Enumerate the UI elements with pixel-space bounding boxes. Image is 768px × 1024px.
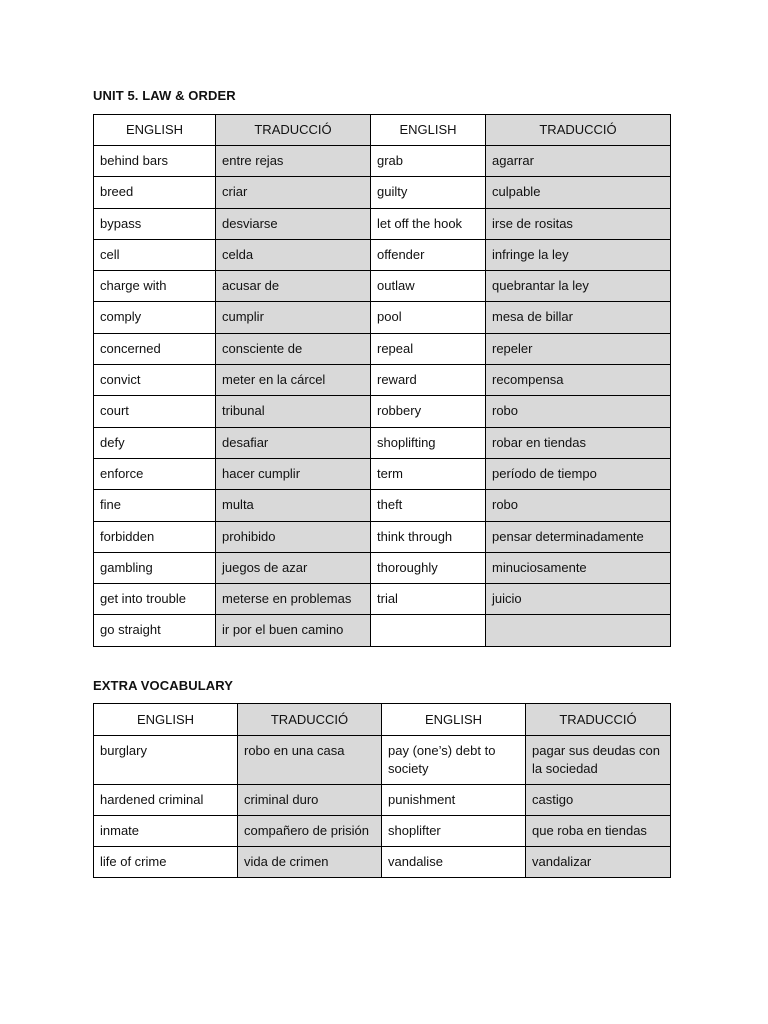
translation-cell: juicio (486, 584, 671, 615)
english-term-cell: repeal (371, 333, 486, 364)
table-row (94, 816, 671, 847)
english-term-cell: life of crime (94, 847, 238, 878)
extra-vocabulary-table (93, 703, 671, 878)
english-term-cell: behind bars (94, 146, 216, 177)
table-row (94, 365, 671, 396)
translation-cell: robar en tiendas (486, 427, 671, 458)
table-row (94, 271, 671, 302)
translation-cell: pagar sus deudas con la sociedad (526, 736, 671, 785)
english-term-cell: guilty (371, 177, 486, 208)
translation-cell: irse de rositas (486, 208, 671, 239)
translation-cell: pensar determinadamente (486, 521, 671, 552)
english-term-cell: enforce (94, 458, 216, 489)
translation-cell: hacer cumplir (216, 458, 371, 489)
english-term-cell: trial (371, 584, 486, 615)
english-term-cell: defy (94, 427, 216, 458)
english-term-cell: forbidden (94, 521, 216, 552)
translation-cell: repeler (486, 333, 671, 364)
table-header-row (94, 704, 671, 736)
translation-cell: compañero de prisión (238, 816, 382, 847)
table-row (94, 785, 671, 816)
english-term-cell: comply (94, 302, 216, 333)
translation-cell: cumplir (216, 302, 371, 333)
translation-cell: tribunal (216, 396, 371, 427)
english-term-cell: bypass (94, 208, 216, 239)
translation-cell: juegos de azar (216, 552, 371, 583)
column-header: ENGLISH (382, 704, 526, 736)
translation-cell: desafiar (216, 427, 371, 458)
translation-cell: robo (486, 490, 671, 521)
extra-vocabulary-title: EXTRA VOCABULARY (93, 678, 234, 693)
table-row (94, 552, 671, 583)
translation-cell (486, 615, 671, 646)
translation-cell: robo (486, 396, 671, 427)
table-row (94, 427, 671, 458)
english-term-cell: convict (94, 365, 216, 396)
table-row (94, 521, 671, 552)
translation-cell: criar (216, 177, 371, 208)
table-row (94, 208, 671, 239)
column-header: ENGLISH (94, 115, 216, 146)
main-vocabulary-table (93, 114, 671, 647)
table-row (94, 490, 671, 521)
translation-cell: meter en la cárcel (216, 365, 371, 396)
translation-cell: criminal duro (238, 785, 382, 816)
translation-cell: meterse en problemas (216, 584, 371, 615)
english-term-cell: pay (one’s) debt to society (382, 736, 526, 785)
translation-cell: ir por el buen camino (216, 615, 371, 646)
english-term-cell (371, 615, 486, 646)
english-term-cell: pool (371, 302, 486, 333)
english-term-cell: offender (371, 239, 486, 270)
english-term-cell: fine (94, 490, 216, 521)
table-row (94, 177, 671, 208)
english-term-cell: breed (94, 177, 216, 208)
translation-cell: agarrar (486, 146, 671, 177)
column-header: ENGLISH (94, 704, 238, 736)
english-term-cell: vandalise (382, 847, 526, 878)
translation-cell: recompensa (486, 365, 671, 396)
english-term-cell: robbery (371, 396, 486, 427)
table-row (94, 396, 671, 427)
translation-cell: castigo (526, 785, 671, 816)
translation-cell: desviarse (216, 208, 371, 239)
english-term-cell: think through (371, 521, 486, 552)
translation-cell: entre rejas (216, 146, 371, 177)
table-row (94, 847, 671, 878)
english-term-cell: let off the hook (371, 208, 486, 239)
english-term-cell: punishment (382, 785, 526, 816)
column-header: ENGLISH (371, 115, 486, 146)
translation-cell: vandalizar (526, 847, 671, 878)
english-term-cell: inmate (94, 816, 238, 847)
english-term-cell: gambling (94, 552, 216, 583)
translation-cell: acusar de (216, 271, 371, 302)
column-header: TRADUCCIÓ (238, 704, 382, 736)
table-row (94, 146, 671, 177)
translation-cell: culpable (486, 177, 671, 208)
table-row (94, 333, 671, 364)
english-term-cell: concerned (94, 333, 216, 364)
translation-cell: infringe la ley (486, 239, 671, 270)
english-term-cell: hardened criminal (94, 785, 238, 816)
translation-cell: período de tiempo (486, 458, 671, 489)
translation-cell: vida de crimen (238, 847, 382, 878)
table-row (94, 302, 671, 333)
translation-cell: mesa de billar (486, 302, 671, 333)
column-header: TRADUCCIÓ (526, 704, 671, 736)
column-header: TRADUCCIÓ (216, 115, 371, 146)
english-term-cell: burglary (94, 736, 238, 785)
table-row (94, 615, 671, 646)
english-term-cell: shoplifter (382, 816, 526, 847)
translation-cell: consciente de (216, 333, 371, 364)
english-term-cell: go straight (94, 615, 216, 646)
table-row (94, 584, 671, 615)
translation-cell: multa (216, 490, 371, 521)
translation-cell: quebrantar la ley (486, 271, 671, 302)
english-term-cell: outlaw (371, 271, 486, 302)
table-row (94, 239, 671, 270)
translation-cell: celda (216, 239, 371, 270)
english-term-cell: charge with (94, 271, 216, 302)
english-term-cell: get into trouble (94, 584, 216, 615)
table-row (94, 736, 671, 785)
english-term-cell: reward (371, 365, 486, 396)
english-term-cell: court (94, 396, 216, 427)
table-header-row (94, 115, 671, 146)
english-term-cell: shoplifting (371, 427, 486, 458)
english-term-cell: term (371, 458, 486, 489)
translation-cell: que roba en tiendas (526, 816, 671, 847)
translation-cell: minuciosamente (486, 552, 671, 583)
english-term-cell: thoroughly (371, 552, 486, 583)
translation-cell: robo en una casa (238, 736, 382, 785)
english-term-cell: theft (371, 490, 486, 521)
table-row (94, 458, 671, 489)
translation-cell: prohibido (216, 521, 371, 552)
column-header: TRADUCCIÓ (486, 115, 671, 146)
english-term-cell: cell (94, 239, 216, 270)
unit-title: UNIT 5. LAW & ORDER (93, 88, 236, 103)
english-term-cell: grab (371, 146, 486, 177)
